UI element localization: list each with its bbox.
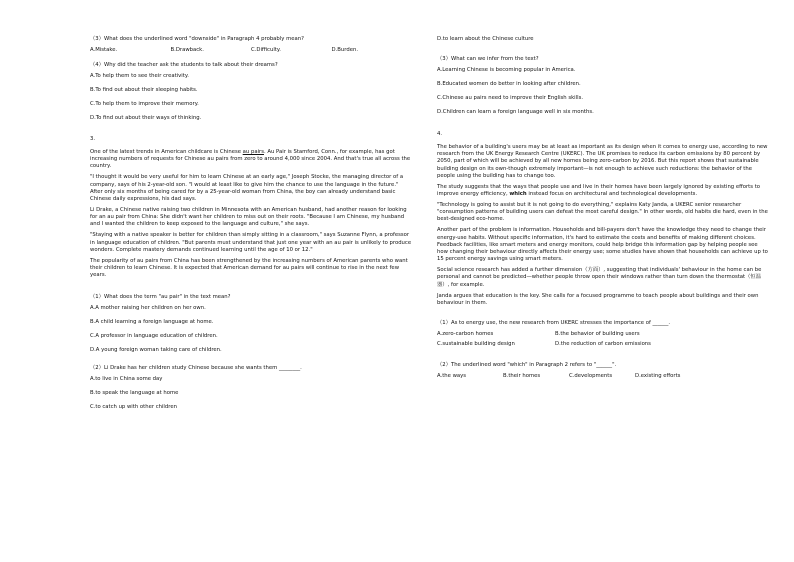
option-b[interactable]: B.their homes [503, 372, 541, 379]
question-3-options [90, 47, 412, 54]
passage-3-number: 3. [90, 135, 96, 142]
passage-3-paragraph-1 [90, 149, 412, 171]
option-b[interactable]: B.To find out about their sleeping habits. [90, 87, 198, 93]
left-column [90, 36, 412, 417]
passage-4-paragraph-2 [437, 184, 768, 198]
option-c[interactable]: C.Difficulty. [251, 47, 281, 53]
passage-3-paragraph-5: The popularity of au pairs from China has been strengthened by the increasing numbers of American parents who want their children to learn Chinese. It is expected that American demand for au pairs will continue to rise in the next few years. [90, 257, 408, 279]
passage-4-paragraph-3: "Technology is going to assist but it is not going to do everything," explains Katy Janda, a UKERC senior researcher "consumption patterns of building users can defeat the most careful design." In other words, old habits die hard, even in the best-designed eco-home. [437, 202, 768, 223]
passage-4-paragraph-6: Janda argues that education is the key. She calls for a focused programme to teach people about buildings and their own behaviour in them. [437, 292, 759, 306]
underlined-term: au pairs [242, 149, 264, 155]
passage-3-paragraph-4: "Staying with a native speaker is better for children than simply sitting in a classroom," says Suzanne Flynn, a professor in language education of children. "But parents must understand that just one year with an au pair is unlikely to produce wonders. Complete mastery demands continued learning until the age of 10 or 12." [90, 232, 412, 253]
question-4-2-options [437, 373, 768, 380]
passage-4-paragraph-1: The behavior of a building's users may be at least as important as its design when it comes to energy use, according to new research from the UK Energy Research Centre (UKERC). The UK promises to reduce its carbon emissions by 80 percent by 2050, part of which will be achieved by all new homes being zero-carbon by 2016. But this report shows that sustainable building design on its own-though extremely important—is not enough to achieve such reductions: the behavior of the people using the building has to change too. [437, 144, 768, 179]
question-4-1-stem: （1）As to energy use, the new research from UKERC stresses the importance of ______. [437, 320, 671, 327]
option-c[interactable]: C.To help them to improve their memory. [90, 100, 199, 107]
question-3-2-stem: （2）Li Drake has her children study Chinese because she wants them ________. [90, 365, 302, 372]
passage-3-paragraph-3: Li Drake, a Chinese native raising two children in Minnesota with an American husband, had another reason for looking for an au pair from China: She didn't want her children to miss out on their roots. "Because I am Chinese, my husband and I wanted the children to keep exposed to the language and culture," she says. [90, 207, 407, 228]
option-a[interactable]: A.to live in China some day [90, 376, 163, 383]
question-3-stem: （3）What does the underlined word "downside" in Paragraph 4 probably mean? [90, 36, 304, 42]
option-d[interactable]: D.Children can learn a foreign language well in six months. [437, 108, 594, 115]
option-a[interactable]: A.zero-carbon homes [437, 331, 494, 338]
option-c[interactable]: C.sustainable building design [437, 340, 515, 347]
option-a[interactable]: A.A mother raising her children on her own. [90, 305, 206, 312]
option-b[interactable]: B.Educated women do better in looking after children. [437, 81, 581, 87]
option-d[interactable]: D.To find out about their ways of thinking. [90, 114, 202, 121]
option-d[interactable]: D.the reduction of carbon emissions [555, 340, 651, 347]
option-b[interactable]: B.the behavior of building users [555, 331, 640, 338]
option-d[interactable]: D.to learn about the Chinese culture [437, 36, 534, 42]
option-c[interactable]: C.Chinese au pairs need to improve their English skills. [437, 94, 584, 101]
option-c[interactable]: C.A professor in language education of children. [90, 333, 218, 340]
option-c[interactable]: C.to catch up with other children [90, 403, 177, 410]
paragraph-text: One of the latest trends in American childcare is Chinese [90, 149, 243, 155]
option-d[interactable]: D.existing efforts [635, 372, 681, 379]
passage-4-paragraph-5: Social science research has added a further dimension（方面）, suggesting that individuals' behaviour in the home can be personal and cannot be predicted—whether people throw open their windows rather than turn down the thermostat（恒温器）, for example. [437, 267, 762, 288]
question-3-1-stem: （1）What does the term "au pair" in the text mean? [90, 294, 231, 301]
option-a[interactable]: A.Mistake. [90, 47, 118, 53]
question-4-1-options [437, 331, 768, 348]
question-4-stem: （4）Why did the teacher ask the students to talk about their dreams? [90, 62, 278, 69]
option-c[interactable]: C.developments [569, 372, 613, 379]
option-a[interactable]: A.To help them to see their creativity. [90, 73, 189, 80]
right-column [437, 36, 768, 386]
bold-term: which [509, 191, 527, 198]
passage-4-number: 4. [437, 130, 443, 137]
question-3-3-stem: （3）What can we infer from the text? [437, 56, 539, 63]
passage-4-paragraph-4: Another part of the problem is information. Households and bill-payers don't have the knowledge they need to change their energy-use habits. Without specific information, it's hard to estimate the costs and benefits of making different choices. Feedback facilities, like smart meters and energy monitors, could help bridge this information gap by helping people see how changing their behaviour directly affects their energy use; some studies have shown that households can achieve up to 15 percent energy savings using smart meters. [437, 227, 768, 263]
option-d[interactable]: D.Burden. [331, 47, 358, 53]
paragraph-text: instead focus on architectural and technological developments. [526, 191, 698, 198]
option-a[interactable]: A.Learning Chinese is becoming popular in America. [437, 67, 576, 74]
option-b[interactable]: B.Drawback. [170, 47, 204, 53]
option-a[interactable]: A.the ways [437, 372, 467, 379]
paragraph-text: . Au Pair is Stamford, Conn., for example, has got increasing numbers of requests for Chinese au pairs from zero to around 4,000 since 2004. And that's true all across the country. [90, 149, 411, 170]
question-4-2-stem: （2）The underlined word "which" in Paragraph 2 refers to "______". [437, 361, 617, 368]
option-d[interactable]: D.A young foreign woman taking care of children. [90, 346, 222, 353]
passage-3-paragraph-2: "I thought it would be very useful for him to learn Chinese at an early age," Joseph Stocke, the managing director of a company, says of his 2-year-old son. "I would at least like to give him the chance to use the language in the future." After only six months of being cared for by a 25-year-old woman from China, the boy can already understand basic Chinese daily expressions, his dad says. [90, 174, 404, 203]
option-b[interactable]: B.to speak the language at home [90, 389, 179, 396]
option-b[interactable]: B.A child learning a foreign language at home. [90, 319, 214, 326]
paragraph-text: The study suggests that the ways that people use and live in their homes have been largely ignored by existing efforts to improve energy efficiency, [437, 183, 761, 198]
